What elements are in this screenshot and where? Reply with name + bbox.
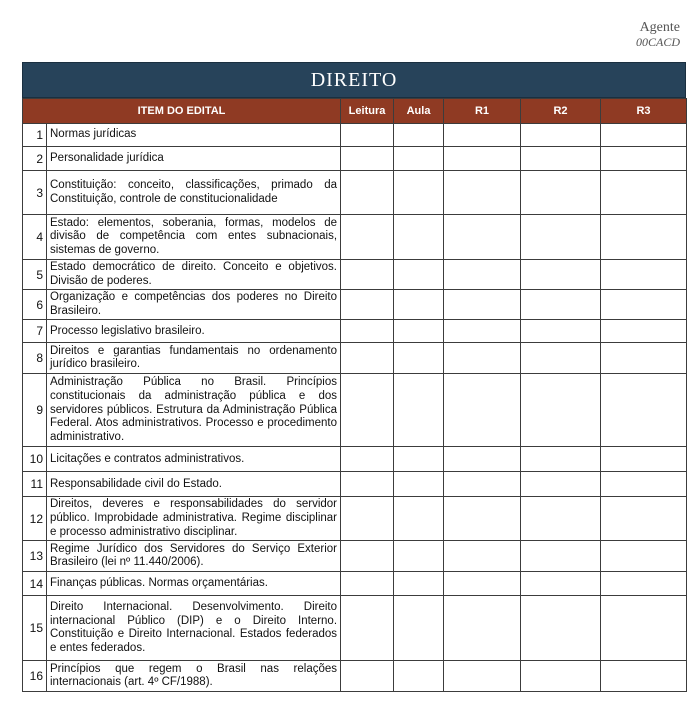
row-number: 4 bbox=[23, 215, 47, 260]
check-cell-aula[interactable] bbox=[394, 447, 444, 472]
check-cell-aula[interactable] bbox=[394, 147, 444, 171]
table-row bbox=[23, 472, 687, 497]
check-cell-r3[interactable] bbox=[601, 260, 687, 290]
check-cell-leitura[interactable] bbox=[341, 343, 394, 374]
check-cell-leitura[interactable] bbox=[341, 497, 394, 541]
check-cell-aula[interactable] bbox=[394, 290, 444, 320]
check-cell-r3[interactable] bbox=[601, 215, 687, 260]
row-item-text: Responsabilidade civil do Estado. bbox=[47, 472, 341, 497]
table-row bbox=[23, 147, 687, 171]
check-cell-r1[interactable] bbox=[444, 171, 521, 215]
check-cell-leitura[interactable] bbox=[341, 572, 394, 596]
check-cell-leitura[interactable] bbox=[341, 147, 394, 171]
check-cell-r3[interactable] bbox=[601, 596, 687, 661]
check-cell-aula[interactable] bbox=[394, 124, 444, 147]
check-cell-r1[interactable] bbox=[444, 343, 521, 374]
check-cell-r1[interactable] bbox=[444, 147, 521, 171]
check-cell-r2[interactable] bbox=[521, 171, 601, 215]
row-item-text: Licitações e contratos administrativos. bbox=[47, 447, 341, 472]
row-item-text: Direito Internacional. Desenvolvimento. Direito internacional Público (DIP) e o Direito Interno. Constituição e Direito Internacional. Estados federados e entes federados. bbox=[47, 596, 341, 661]
check-cell-aula[interactable] bbox=[394, 497, 444, 541]
check-cell-r3[interactable] bbox=[601, 343, 687, 374]
check-cell-aula[interactable] bbox=[394, 320, 444, 343]
row-number: 10 bbox=[23, 447, 47, 472]
check-cell-leitura[interactable] bbox=[341, 260, 394, 290]
row-number: 5 bbox=[23, 260, 47, 290]
row-item-text: Finanças públicas. Normas orçamentárias. bbox=[47, 572, 341, 596]
table-row bbox=[23, 497, 687, 541]
table-row bbox=[23, 343, 687, 374]
check-cell-leitura[interactable] bbox=[341, 320, 394, 343]
check-cell-r3[interactable] bbox=[601, 171, 687, 215]
check-cell-aula[interactable] bbox=[394, 572, 444, 596]
row-item-text: Personalidade jurídica bbox=[47, 147, 341, 171]
check-cell-r1[interactable] bbox=[444, 215, 521, 260]
check-cell-r3[interactable] bbox=[601, 472, 687, 497]
row-item-text: Organização e competências dos poderes no Direito Brasileiro. bbox=[47, 290, 341, 320]
check-cell-leitura[interactable] bbox=[341, 171, 394, 215]
check-cell-r2[interactable] bbox=[521, 124, 601, 147]
check-cell-leitura[interactable] bbox=[341, 541, 394, 572]
check-cell-r3[interactable] bbox=[601, 320, 687, 343]
row-number: 1 bbox=[23, 124, 47, 147]
check-cell-leitura[interactable] bbox=[341, 596, 394, 661]
check-cell-r1[interactable] bbox=[444, 447, 521, 472]
check-cell-r2[interactable] bbox=[521, 541, 601, 572]
table-row bbox=[23, 171, 687, 215]
table-row bbox=[23, 215, 687, 260]
table-row bbox=[23, 290, 687, 320]
row-number: 8 bbox=[23, 343, 47, 374]
check-cell-leitura[interactable] bbox=[341, 447, 394, 472]
row-number: 3 bbox=[23, 171, 47, 215]
row-number: 11 bbox=[23, 472, 47, 497]
table-row bbox=[23, 541, 687, 572]
col-header-r1: R1 bbox=[444, 99, 521, 124]
sheet-title: DIREITO bbox=[22, 62, 686, 98]
check-cell-r2[interactable] bbox=[521, 447, 601, 472]
col-header-aula: Aula bbox=[394, 99, 444, 124]
check-cell-r1[interactable] bbox=[444, 497, 521, 541]
check-cell-r1[interactable] bbox=[444, 596, 521, 661]
check-cell-r3[interactable] bbox=[601, 447, 687, 472]
check-cell-r2[interactable] bbox=[521, 572, 601, 596]
study-sheet bbox=[22, 62, 686, 692]
check-cell-aula[interactable] bbox=[394, 472, 444, 497]
table-row bbox=[23, 572, 687, 596]
table-row bbox=[23, 374, 687, 447]
row-item-text: Normas jurídicas bbox=[47, 124, 341, 147]
check-cell-aula[interactable] bbox=[394, 343, 444, 374]
table-row bbox=[23, 320, 687, 343]
check-cell-aula[interactable] bbox=[394, 215, 444, 260]
check-cell-r1[interactable] bbox=[444, 572, 521, 596]
row-item-text: Direitos e garantias fundamentais no ordenamento jurídico brasileiro. bbox=[47, 343, 341, 374]
brand-mark bbox=[636, 20, 680, 50]
row-item-text: Administração Pública no Brasil. Princípios constitucionais da administração pública e dos servidores públicos. Estrutura da Administração Pública Federal. Atos administrativos. Processo e procedimento administrativo. bbox=[47, 374, 341, 447]
check-cell-r1[interactable] bbox=[444, 320, 521, 343]
check-cell-r2[interactable] bbox=[521, 343, 601, 374]
check-cell-aula[interactable] bbox=[394, 374, 444, 447]
check-cell-aula[interactable] bbox=[394, 541, 444, 572]
check-cell-r3[interactable] bbox=[601, 541, 687, 572]
check-cell-r3[interactable] bbox=[601, 124, 687, 147]
row-number: 13 bbox=[23, 541, 47, 572]
check-cell-aula[interactable] bbox=[394, 596, 444, 661]
row-item-text: Regime Jurídico dos Servidores do Serviço Exterior Brasileiro (lei nº 11.440/2006). bbox=[47, 541, 341, 572]
check-cell-r1[interactable] bbox=[444, 661, 521, 692]
row-number: 16 bbox=[23, 661, 47, 692]
row-number: 14 bbox=[23, 572, 47, 596]
col-header-r2: R2 bbox=[521, 99, 601, 124]
check-cell-r1[interactable] bbox=[444, 541, 521, 572]
check-cell-r3[interactable] bbox=[601, 374, 687, 447]
check-cell-r2[interactable] bbox=[521, 661, 601, 692]
row-item-text: Processo legislativo brasileiro. bbox=[47, 320, 341, 343]
check-cell-r1[interactable] bbox=[444, 124, 521, 147]
table-row bbox=[23, 596, 687, 661]
check-cell-aula[interactable] bbox=[394, 171, 444, 215]
row-number: 2 bbox=[23, 147, 47, 171]
row-number: 6 bbox=[23, 290, 47, 320]
check-cell-aula[interactable] bbox=[394, 661, 444, 692]
syllabus-table bbox=[22, 98, 687, 692]
check-cell-r3[interactable] bbox=[601, 147, 687, 171]
header-row bbox=[23, 99, 687, 124]
row-number: 12 bbox=[23, 497, 47, 541]
col-header-r3: R3 bbox=[601, 99, 687, 124]
check-cell-r3[interactable] bbox=[601, 572, 687, 596]
check-cell-r2[interactable] bbox=[521, 472, 601, 497]
row-item-text: Direitos, deveres e responsabilidades do servidor público. Improbidade administrativa. Regime disciplinar e processo administrativo disciplinar. bbox=[47, 497, 341, 541]
check-cell-r2[interactable] bbox=[521, 147, 601, 171]
brand-line-1: Agente bbox=[639, 20, 680, 35]
row-number: 9 bbox=[23, 374, 47, 447]
check-cell-r3[interactable] bbox=[601, 290, 687, 320]
check-cell-leitura[interactable] bbox=[341, 661, 394, 692]
check-cell-r2[interactable] bbox=[521, 290, 601, 320]
table-row bbox=[23, 447, 687, 472]
check-cell-r2[interactable] bbox=[521, 374, 601, 447]
row-number: 7 bbox=[23, 320, 47, 343]
check-cell-r2[interactable] bbox=[521, 215, 601, 260]
check-cell-leitura[interactable] bbox=[341, 374, 394, 447]
check-cell-leitura[interactable] bbox=[341, 124, 394, 147]
table-row bbox=[23, 661, 687, 692]
check-cell-r1[interactable] bbox=[444, 290, 521, 320]
check-cell-aula[interactable] bbox=[394, 260, 444, 290]
check-cell-r2[interactable] bbox=[521, 260, 601, 290]
table-row bbox=[23, 124, 687, 147]
row-item-text: Princípios que regem o Brasil nas relações internacionais (art. 4º CF/1988). bbox=[47, 661, 341, 692]
check-cell-r3[interactable] bbox=[601, 497, 687, 541]
check-cell-r1[interactable] bbox=[444, 260, 521, 290]
row-item-text: Estado democrático de direito. Conceito e objetivos. Divisão de poderes. bbox=[47, 260, 341, 290]
row-item-text: Constituição: conceito, classificações, primado da Constituição, controle de constitucionalidade bbox=[47, 171, 341, 215]
check-cell-leitura[interactable] bbox=[341, 472, 394, 497]
check-cell-r2[interactable] bbox=[521, 320, 601, 343]
check-cell-r1[interactable] bbox=[444, 374, 521, 447]
check-cell-r3[interactable] bbox=[601, 661, 687, 692]
check-cell-leitura[interactable] bbox=[341, 215, 394, 260]
check-cell-r1[interactable] bbox=[444, 472, 521, 497]
row-number: 15 bbox=[23, 596, 47, 661]
check-cell-r2[interactable] bbox=[521, 596, 601, 661]
col-header-item: ITEM DO EDITAL bbox=[23, 99, 341, 124]
check-cell-leitura[interactable] bbox=[341, 290, 394, 320]
check-cell-r2[interactable] bbox=[521, 497, 601, 541]
table-row bbox=[23, 260, 687, 290]
brand-line-2: 00CACD bbox=[635, 35, 680, 50]
row-item-text: Estado: elementos, soberania, formas, modelos de divisão de competência com entes subnacionais, sistemas de governo. bbox=[47, 215, 341, 260]
col-header-leitura: Leitura bbox=[341, 99, 394, 124]
